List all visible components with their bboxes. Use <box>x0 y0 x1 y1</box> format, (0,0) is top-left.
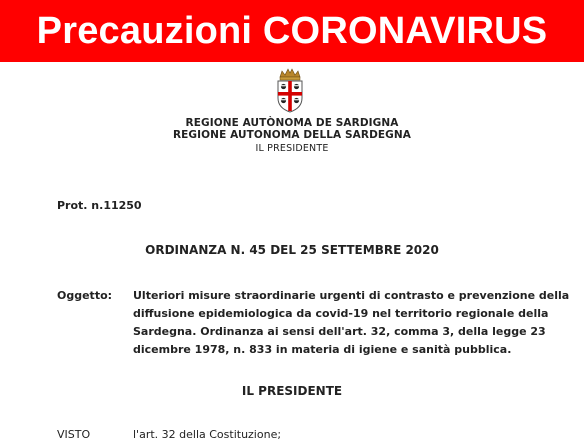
subject-label: Oggetto: <box>57 289 113 302</box>
subject-line: Ulteriori misure straordinarie urgenti di contrasto e prevenzione della <box>133 289 570 302</box>
subject-line: Sardegna. Ordinanza ai sensi dell'art. 32, comma 3, della legge 23 <box>133 325 546 338</box>
subject-text <box>133 287 570 359</box>
subject-line: diffusione epidemiologica da covid-19 nel territorio regionale della <box>133 307 549 320</box>
region-name-sardinian: REGIONE AUTÒNOMA DE SARDIGNA <box>185 117 399 129</box>
visto-label: VISTO <box>57 428 91 441</box>
subject-line: dicembre 1978, n. 833 in materia di igiene e sanità pubblica. <box>133 343 512 356</box>
banner-title: Precauzioni CORONAVIRUS <box>36 9 548 52</box>
visto-text: l'art. 32 della Costituzione; <box>133 428 282 441</box>
title-banner <box>0 0 584 62</box>
sardinia-coat-of-arms-icon <box>273 68 307 114</box>
office-title: IL PRESIDENTE <box>255 143 329 154</box>
protocol-number: Prot. n.11250 <box>57 199 142 212</box>
ordinance-title: ORDINANZA N. 45 DEL 25 SETTEMBRE 2020 <box>145 243 439 257</box>
region-name-italian: REGIONE AUTONOMA DELLA SARDEGNA <box>172 129 412 141</box>
section-title: IL PRESIDENTE <box>241 384 343 398</box>
